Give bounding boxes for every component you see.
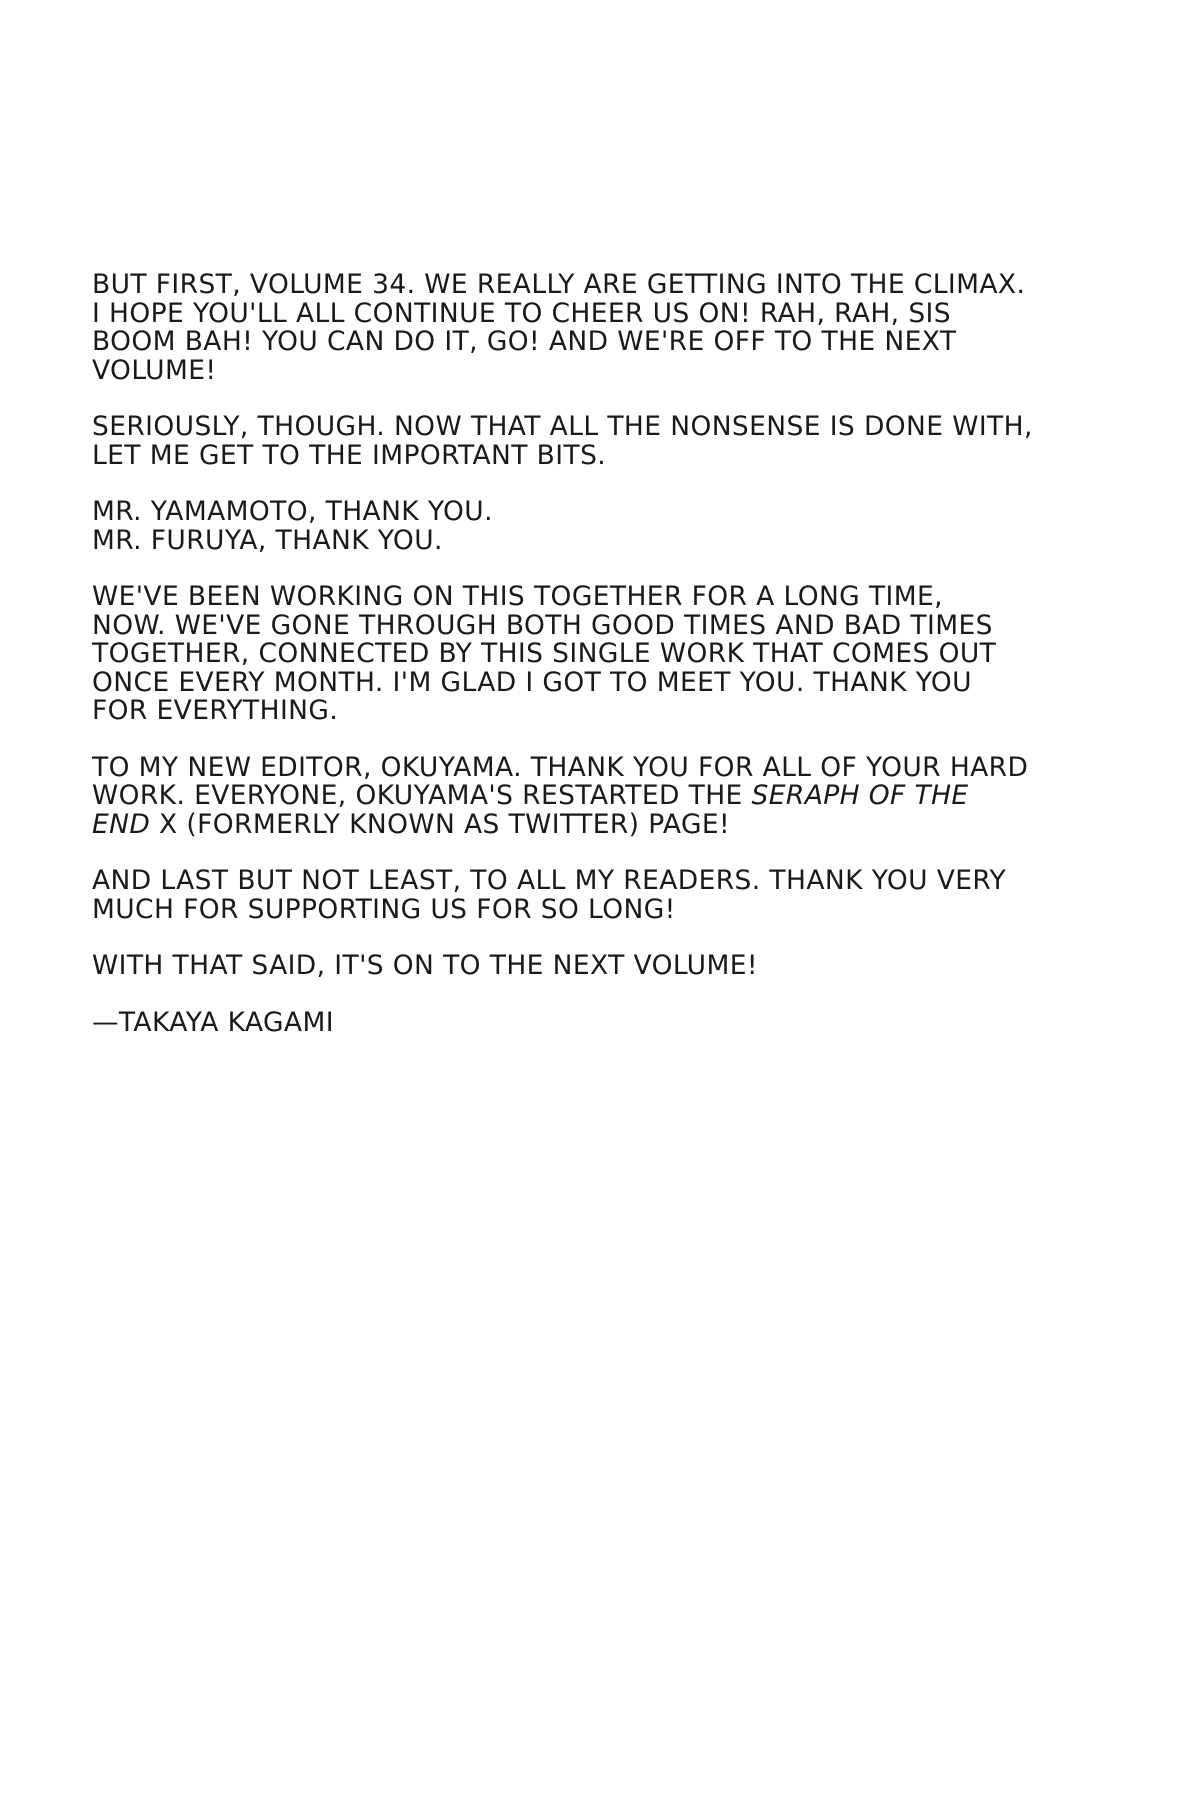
text-line: BOOM BAH! YOU CAN DO IT, GO! AND WE'RE OFF TO THE NEXT xyxy=(92,326,957,357)
paragraph-working-together xyxy=(92,583,1092,726)
text-line: WE'VE BEEN WORKING ON THIS TOGETHER FOR A LONG TIME, xyxy=(92,581,943,612)
text-line: AND LAST BUT NOT LEAST, TO ALL MY READERS. THANK YOU VERY xyxy=(92,865,1007,896)
paragraph-readers xyxy=(92,867,1092,924)
text-segment: WORK. EVERYONE, OKUYAMA'S RESTARTED THE xyxy=(92,780,752,811)
text-line xyxy=(92,808,1092,840)
paragraph-thanks-names xyxy=(92,498,1092,555)
text-line: I HOPE YOU'LL ALL CONTINUE TO CHEER US ON! RAH, RAH, SIS xyxy=(92,297,951,329)
text-line: TOGETHER, CONNECTED BY THIS SINGLE WORK THAT COMES OUT xyxy=(92,638,997,669)
text-line: SERIOUSLY, THOUGH. NOW THAT ALL THE NONSENSE IS DONE WITH, xyxy=(92,411,1033,442)
afterword-text xyxy=(92,271,1092,1065)
signature xyxy=(92,1006,1092,1038)
paragraph-new-editor xyxy=(92,751,1092,840)
author-signature: —TAKAYA KAGAMI xyxy=(92,1006,334,1038)
text-segment: X (FORMERLY KNOWN AS TWITTER) PAGE! xyxy=(150,808,731,840)
series-title: END xyxy=(92,808,151,840)
text-line: WITH THAT SAID, IT'S ON TO THE NEXT VOLUME! xyxy=(92,950,758,981)
text-line: MR. YAMAMOTO, THANK YOU. xyxy=(92,496,493,527)
text-line: MUCH FOR SUPPORTING US FOR SO LONG! xyxy=(92,893,676,925)
paragraph-seriously xyxy=(92,413,1092,470)
paragraph-volume-intro xyxy=(92,271,1092,385)
text-line: FOR EVERYTHING. xyxy=(92,695,339,726)
text-line: MR. FURUYA, THANK YOU. xyxy=(92,524,443,556)
series-title: SERAPH OF THE xyxy=(751,780,969,811)
text-line xyxy=(92,782,1092,811)
paragraph-closing xyxy=(92,952,1092,981)
text-line: BUT FIRST, VOLUME 34. WE REALLY ARE GETTING INTO THE CLIMAX. xyxy=(92,269,1026,300)
text-line: VOLUME! xyxy=(92,354,217,386)
text-line: ONCE EVERY MONTH. I'M GLAD I GOT TO MEET YOU. THANK YOU xyxy=(92,666,972,698)
text-line: TO MY NEW EDITOR, OKUYAMA. THANK YOU FOR ALL OF YOUR HARD xyxy=(92,751,1029,783)
text-line: NOW. WE'VE GONE THROUGH BOTH GOOD TIMES AND BAD TIMES xyxy=(92,609,993,641)
text-line: LET ME GET TO THE IMPORTANT BITS. xyxy=(92,439,607,471)
